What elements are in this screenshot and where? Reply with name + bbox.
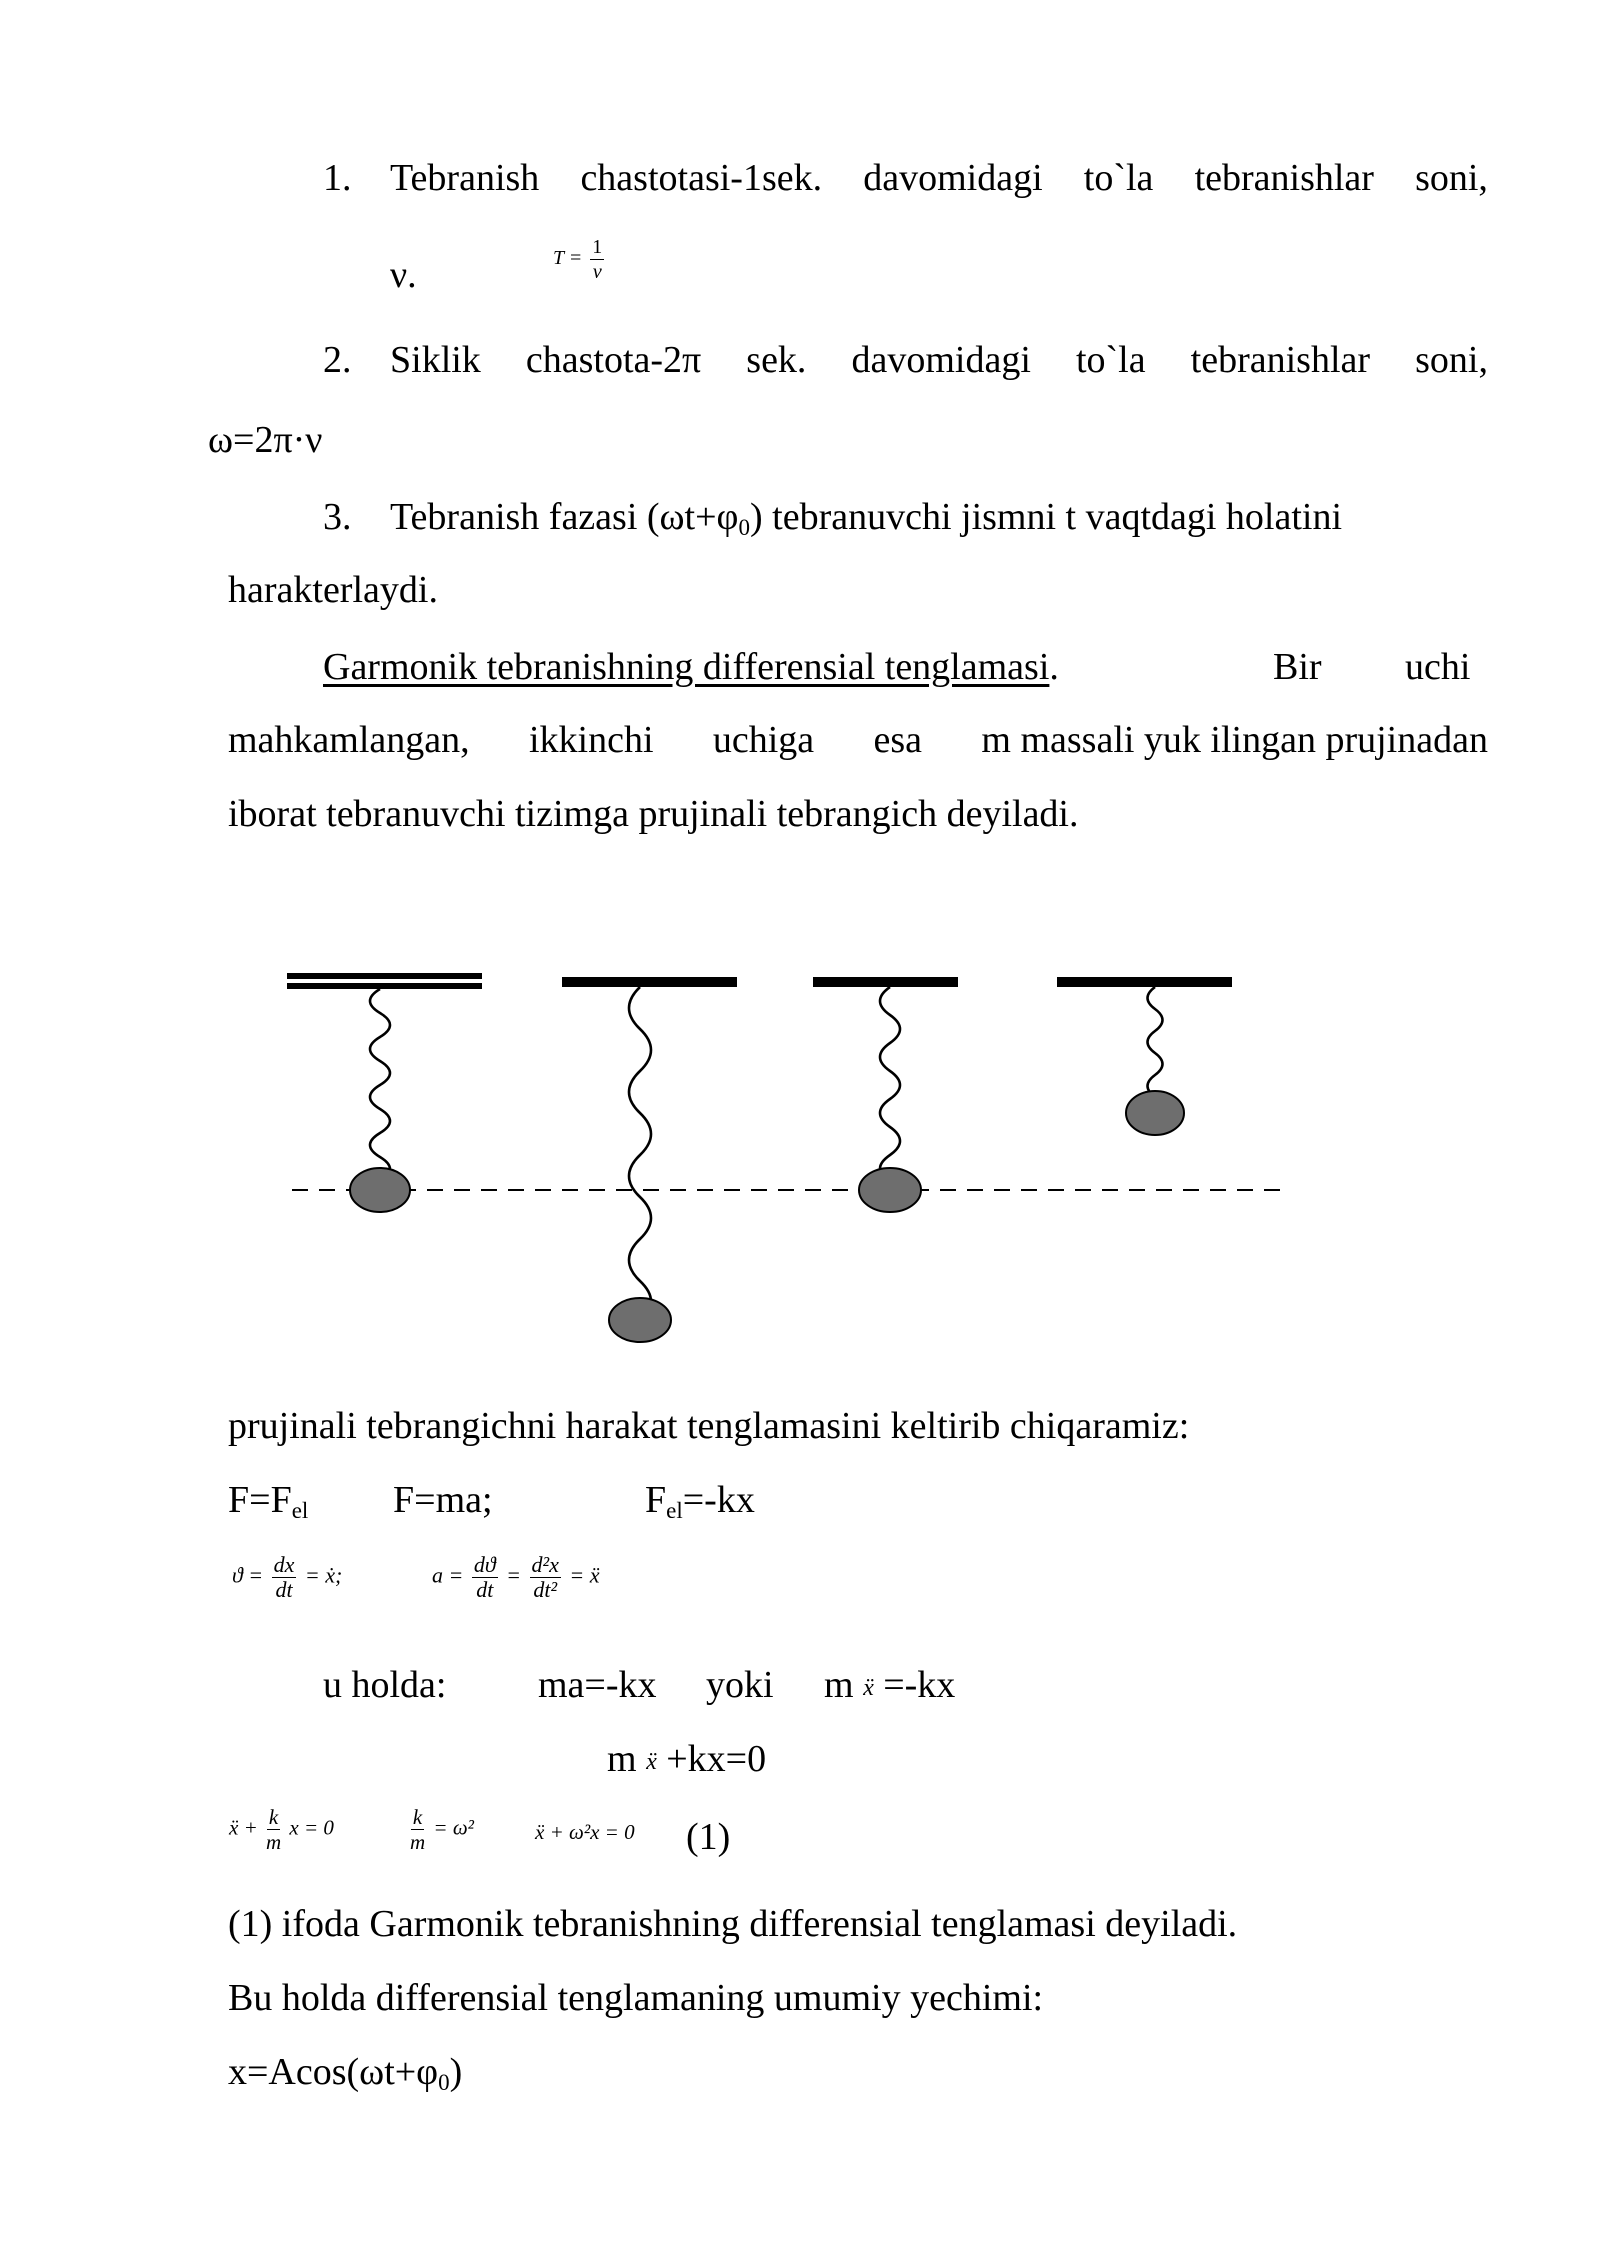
word: davomidagi [863, 157, 1043, 199]
item-number-1: 1. [323, 157, 352, 199]
period-formula: T = $\frac{1}{\nu}$ [553, 236, 603, 283]
acceleration-formula: a = $\frac{dϑ}{dt}$ = $\frac{\text{d²x}}{\text{dt²}}$ = ẍ [432, 1552, 600, 1602]
formula-xdd-k-m: ẍ + $\frac{k}{m}$ x = 0 [229, 1805, 334, 1854]
word: soni, [1415, 157, 1488, 199]
formula-omega-squared: $\frac{k}{m}$ = ω² [410, 1805, 474, 1854]
item-number-3: 3. [323, 496, 352, 538]
equation-force-equality: $F=F_{el}$ [228, 1479, 309, 1523]
word: uchi [1405, 646, 1471, 688]
word: ikkinchi [528, 719, 654, 761]
equation-m-xdd: m ẍ =-kx [824, 1664, 956, 1706]
word: davomidagi [851, 339, 1031, 381]
word: Bir [1273, 646, 1322, 688]
spring-system-1 [287, 973, 482, 1212]
word: sek. [746, 339, 807, 381]
word: uchiga [712, 719, 815, 761]
equation-m-xdd-kx: m ẍ +kx=0 [607, 1738, 767, 1780]
item-1-continuation: ν. [390, 254, 417, 296]
word: chastotasi-1sek. [580, 157, 823, 199]
velocity-formula: ϑ = $\frac{dx}{dt}$ = ẋ; [232, 1552, 343, 1602]
section-heading: Garmonik tebranishning differensial tenglamasi. [323, 646, 1059, 688]
word: to`la [1075, 339, 1146, 381]
spring-system-2 [562, 977, 737, 1342]
item-2-continuation: ω=2π·ν [208, 419, 323, 461]
word: to`la [1083, 157, 1154, 199]
equation-elastic-force: $F_{el}=-kx$ [645, 1479, 755, 1523]
item-number-2: 2. [323, 339, 352, 381]
formula-harmonic-equation: ẍ + ω²x = 0 [535, 1820, 635, 1844]
spring-system-4 [1057, 977, 1232, 1135]
word: Tebranish [390, 157, 540, 199]
word: tebranishlar [1190, 339, 1371, 381]
conclusion-text: (1) ifoda Garmonik tebranishning differensial tenglamasi deyiladi. [228, 1903, 1238, 1945]
equation-newton: F=ma; [393, 1479, 493, 1521]
spring-system-3 [813, 977, 958, 1212]
word: Siklik [390, 339, 481, 381]
u-holda-label: u holda: [323, 1664, 447, 1706]
word: tebranishlar [1194, 157, 1374, 199]
item-3-line: Tebranish fazasi $(\omega t+\varphi_0)$ tebranuvchi jismni t vaqtdagi holatini [390, 496, 1343, 540]
equation-label: (1) [686, 1816, 731, 1858]
definition-line-3: iborat tebranuvchi tizimga prujinali tebrangich deyiladi. [228, 793, 1079, 835]
equation-ma: ma=-kx [538, 1664, 657, 1706]
word: esa [873, 719, 923, 761]
solution-equation: $x=Acos(\omega t+\varphi_0)$ [228, 2051, 463, 2095]
derivation-intro: prujinali tebrangichni harakat tenglamasini keltirib chiqaramiz: [228, 1405, 1190, 1447]
word: chastota-2π [525, 339, 702, 381]
item-3-continuation: harakterlaydi. [228, 569, 438, 611]
word: soni, [1415, 339, 1488, 381]
general-solution-text: Bu holda differensial tenglamaning umumiy yechimi: [228, 1977, 1044, 2019]
word-yoki: yoki [706, 1664, 774, 1706]
word: mahkamlangan, [228, 719, 470, 761]
word: m massali yuk ilingan prujinadan [981, 719, 1488, 761]
